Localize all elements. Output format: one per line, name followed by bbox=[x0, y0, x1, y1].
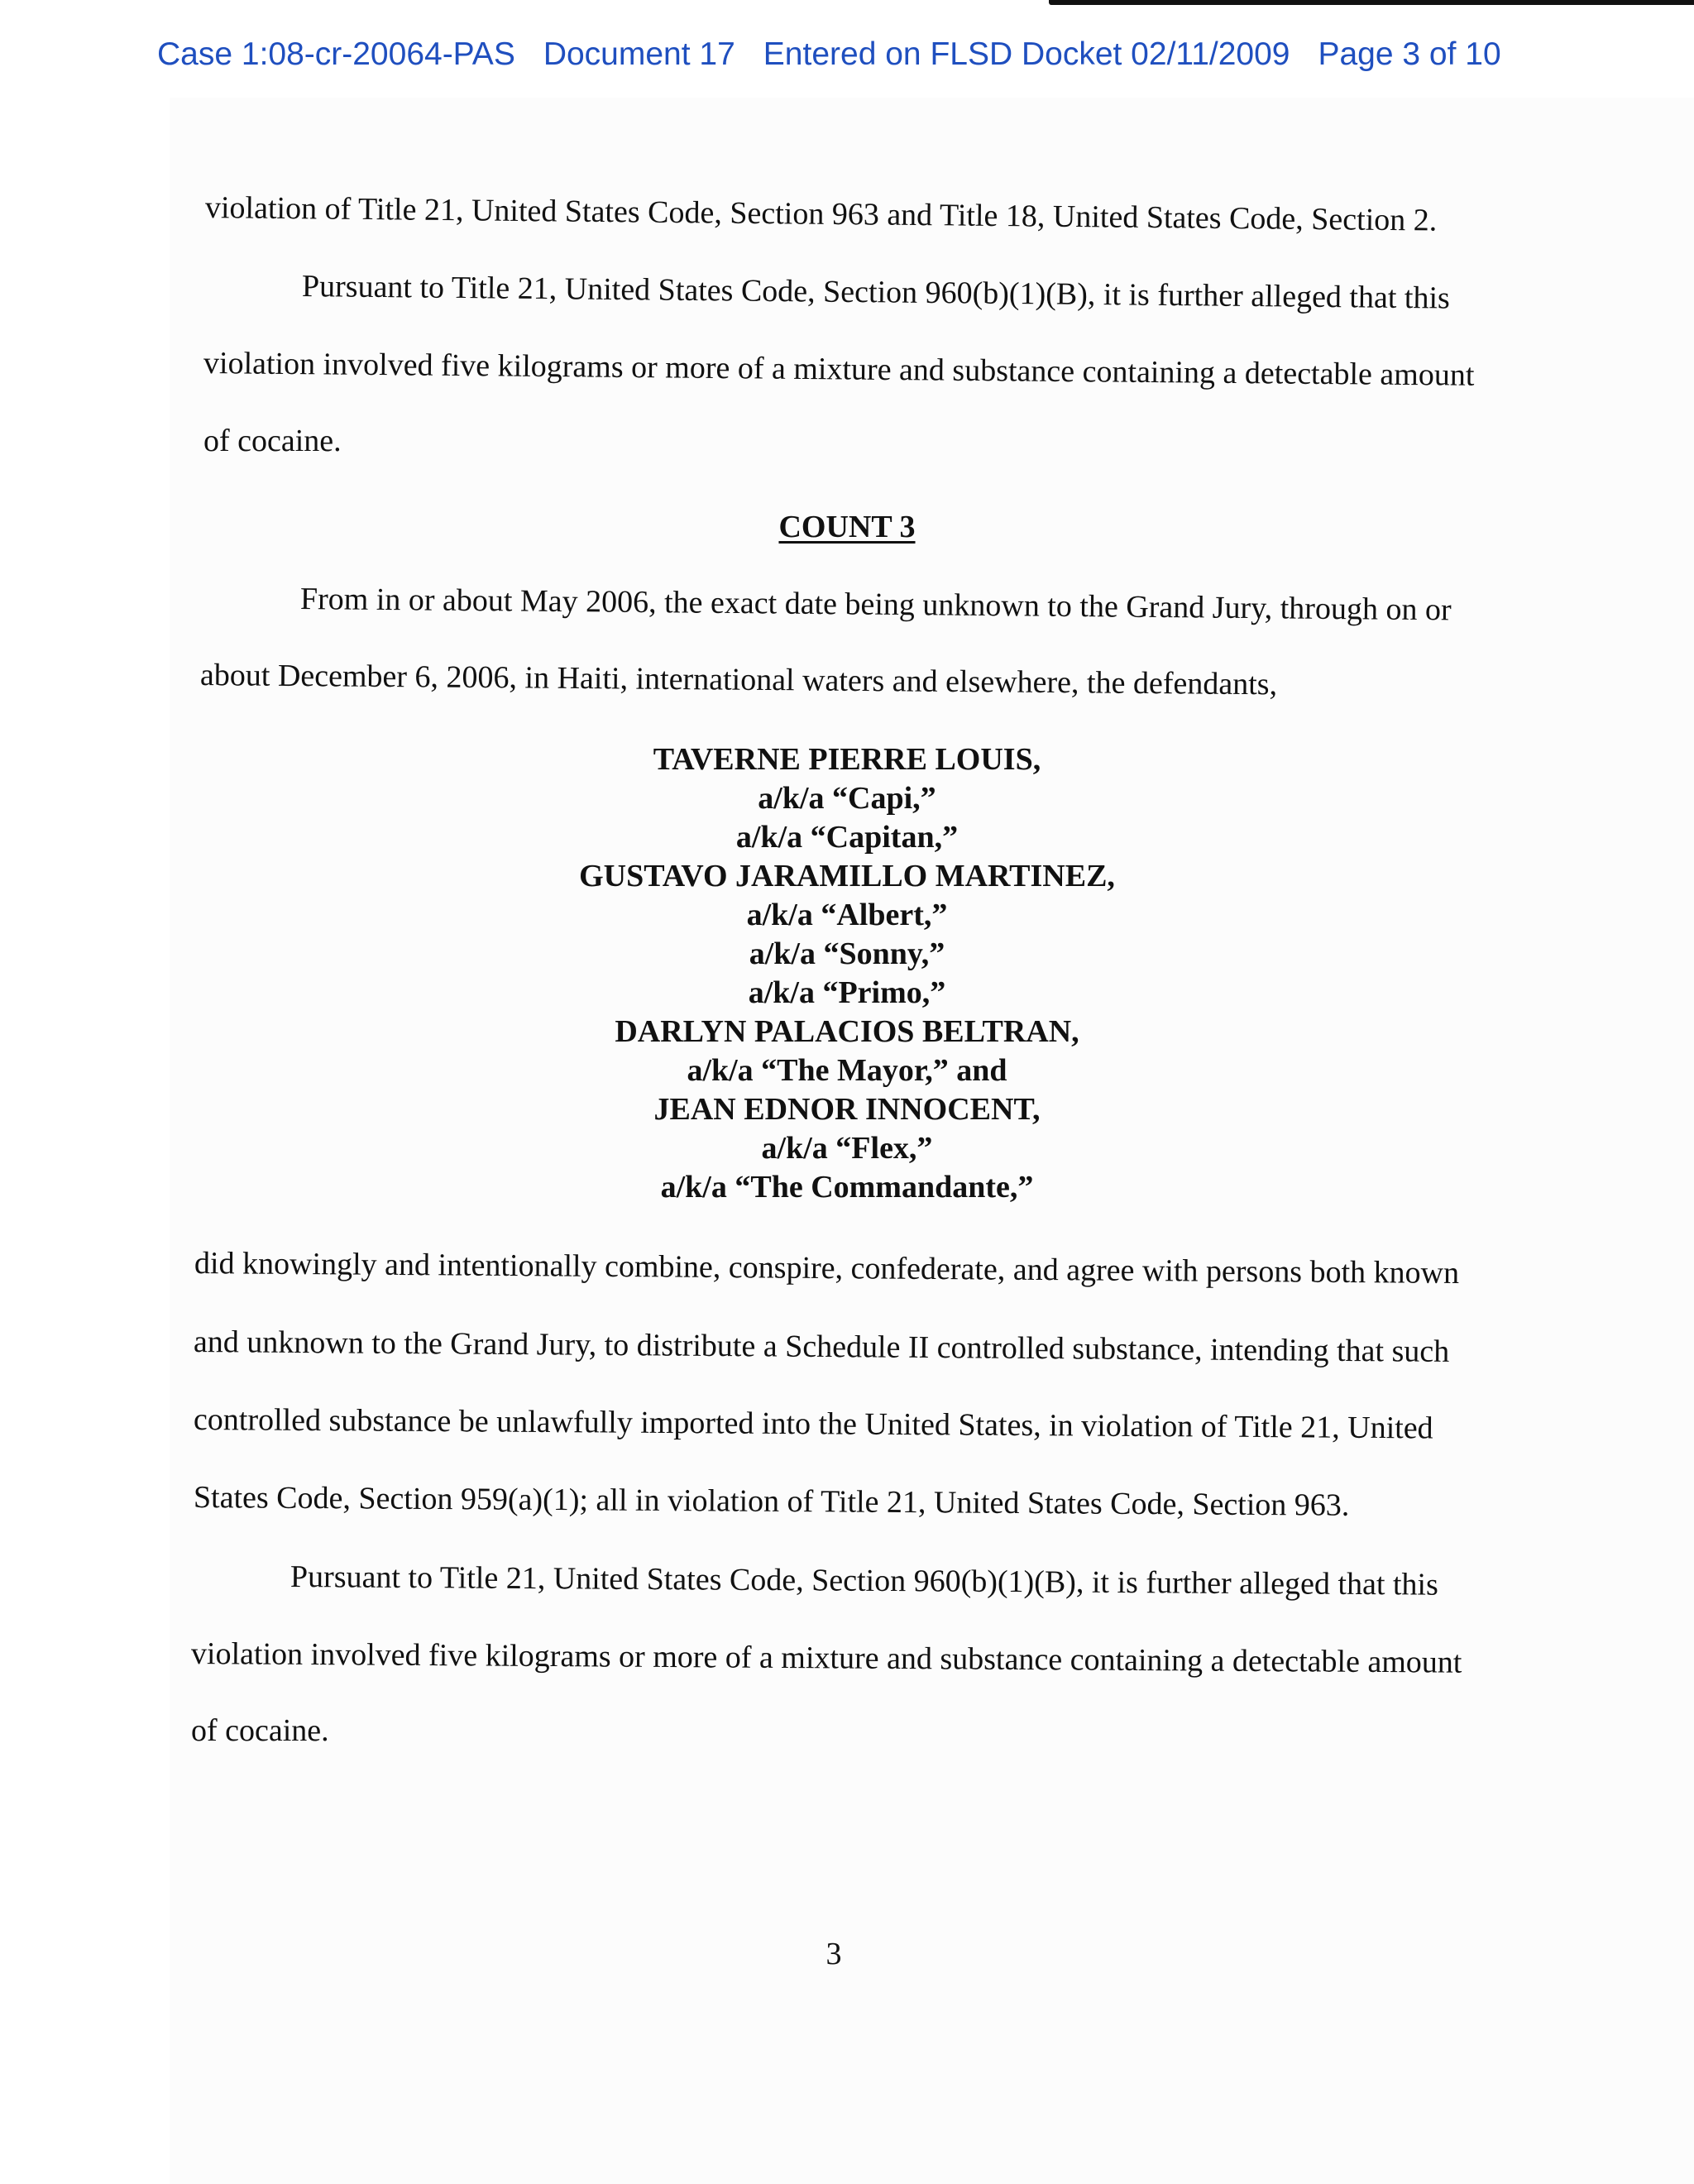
page-number: 3 bbox=[825, 1937, 842, 1971]
body-line: of cocaine. bbox=[191, 1713, 329, 1748]
count-heading bbox=[0, 509, 1694, 545]
defendant-line: TAVERNE PIERRE LOUIS, bbox=[653, 742, 1041, 777]
defendant-line: a/k/a “The Mayor,” and bbox=[687, 1053, 1007, 1088]
body-line: Pursuant to Title 21, United States Code, Section 960(b)(1)(B), it is further alleged that this bbox=[301, 269, 1451, 316]
defendant-line: a/k/a “Capi,” bbox=[758, 781, 936, 816]
defendant-line: a/k/a “Capitan,” bbox=[735, 820, 959, 855]
header-case-number: Case 1:08-cr-20064-PAS bbox=[157, 36, 515, 72]
defendant-line: a/k/a “Primo,” bbox=[748, 975, 946, 1010]
header-page-count: Page 3 of 10 bbox=[1318, 36, 1501, 72]
docket-header bbox=[157, 36, 1529, 73]
header-entered-date: Entered on FLSD Docket 02/11/2009 bbox=[763, 36, 1290, 72]
defendant-line: GUSTAVO JARAMILLO MARTINEZ, bbox=[579, 859, 1115, 893]
body-line: did knowingly and intentionally combine, conspire, confederate, and agree with persons both known bbox=[194, 1246, 1460, 1291]
body-line: and unknown to the Grand Jury, to distribute a Schedule II controlled substance, intending that such bbox=[193, 1324, 1450, 1369]
body-line: Pursuant to Title 21, United States Code, Section 960(b)(1)(B), it is further alleged that this bbox=[290, 1559, 1439, 1602]
body-line: violation involved five kilograms or more of a mixture and substance containing a detectable amount bbox=[190, 1636, 1462, 1680]
defendant-line: a/k/a “Sonny,” bbox=[749, 936, 945, 971]
defendant-line: a/k/a “The Commandante,” bbox=[660, 1170, 1034, 1205]
body-line: controlled substance be unlawfully imported into the United States, in violation of Title 21, United bbox=[193, 1402, 1433, 1446]
count-heading-text: COUNT 3 bbox=[778, 510, 916, 544]
defendants-list bbox=[0, 740, 1694, 1207]
body-line: violation of Title 21, United States Code, Section 963 and Title 18, United States Code, Section 2. bbox=[204, 190, 1438, 238]
body-line: States Code, Section 959(a)(1); all in violation of Title 21, United States Code, Section 963. bbox=[193, 1480, 1350, 1523]
defendant-line: a/k/a “Albert,” bbox=[746, 898, 948, 932]
scan-edge-mark bbox=[1049, 0, 1694, 5]
defendant-line: a/k/a “Flex,” bbox=[761, 1131, 933, 1166]
body-line: about December 6, 2006, in Haiti, international waters and elsewhere, the defendants, bbox=[199, 658, 1278, 702]
body-line: violation involved five kilograms or more of a mixture and substance containing a detectable amount bbox=[203, 346, 1475, 393]
defendant-line: JEAN EDNOR INNOCENT, bbox=[653, 1092, 1041, 1127]
defendant-line: DARLYN PALACIOS BELTRAN, bbox=[615, 1014, 1079, 1049]
body-line: From in or about May 2006, the exact date being unknown to the Grand Jury, through on or bbox=[299, 582, 1452, 628]
header-document-number: Document 17 bbox=[543, 36, 735, 72]
body-line: of cocaine. bbox=[203, 424, 342, 458]
